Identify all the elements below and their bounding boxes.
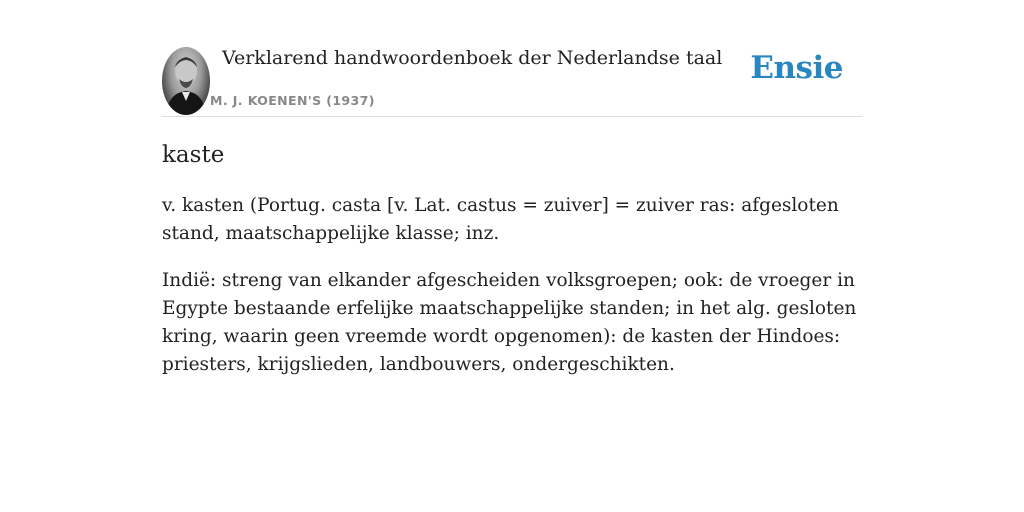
definition-paragraph: Indië: streng van elkander afgescheiden volksgroepen; ook: de vroeger in Egypte bestaande erfelijke maatschappelijke standen; in het alg. gesloten kring, waarin geen vreemde wordt opgenomen): de kasten der Hindoes: priesters, krijgslieden, landbouwers, ondergeschikten. [162,270,857,375]
entry-definition [162,192,862,398]
ensie-logo[interactable]: Ensie [750,50,843,86]
book-author: M. J. KOENEN'S (1937) [210,93,375,108]
portrait-image [162,47,210,115]
entry-headword: kaste [162,142,225,168]
book-header [162,46,862,117]
definition-paragraph: v. kasten (Portug. casta [v. Lat. castus = zuiver] = zuiver ras: afgesloten stand, maatschappelijke klasse; inz. [162,195,839,244]
author-portrait [162,47,210,115]
book-title[interactable]: Verklarend handwoordenboek der Nederlandse taal [222,47,723,69]
